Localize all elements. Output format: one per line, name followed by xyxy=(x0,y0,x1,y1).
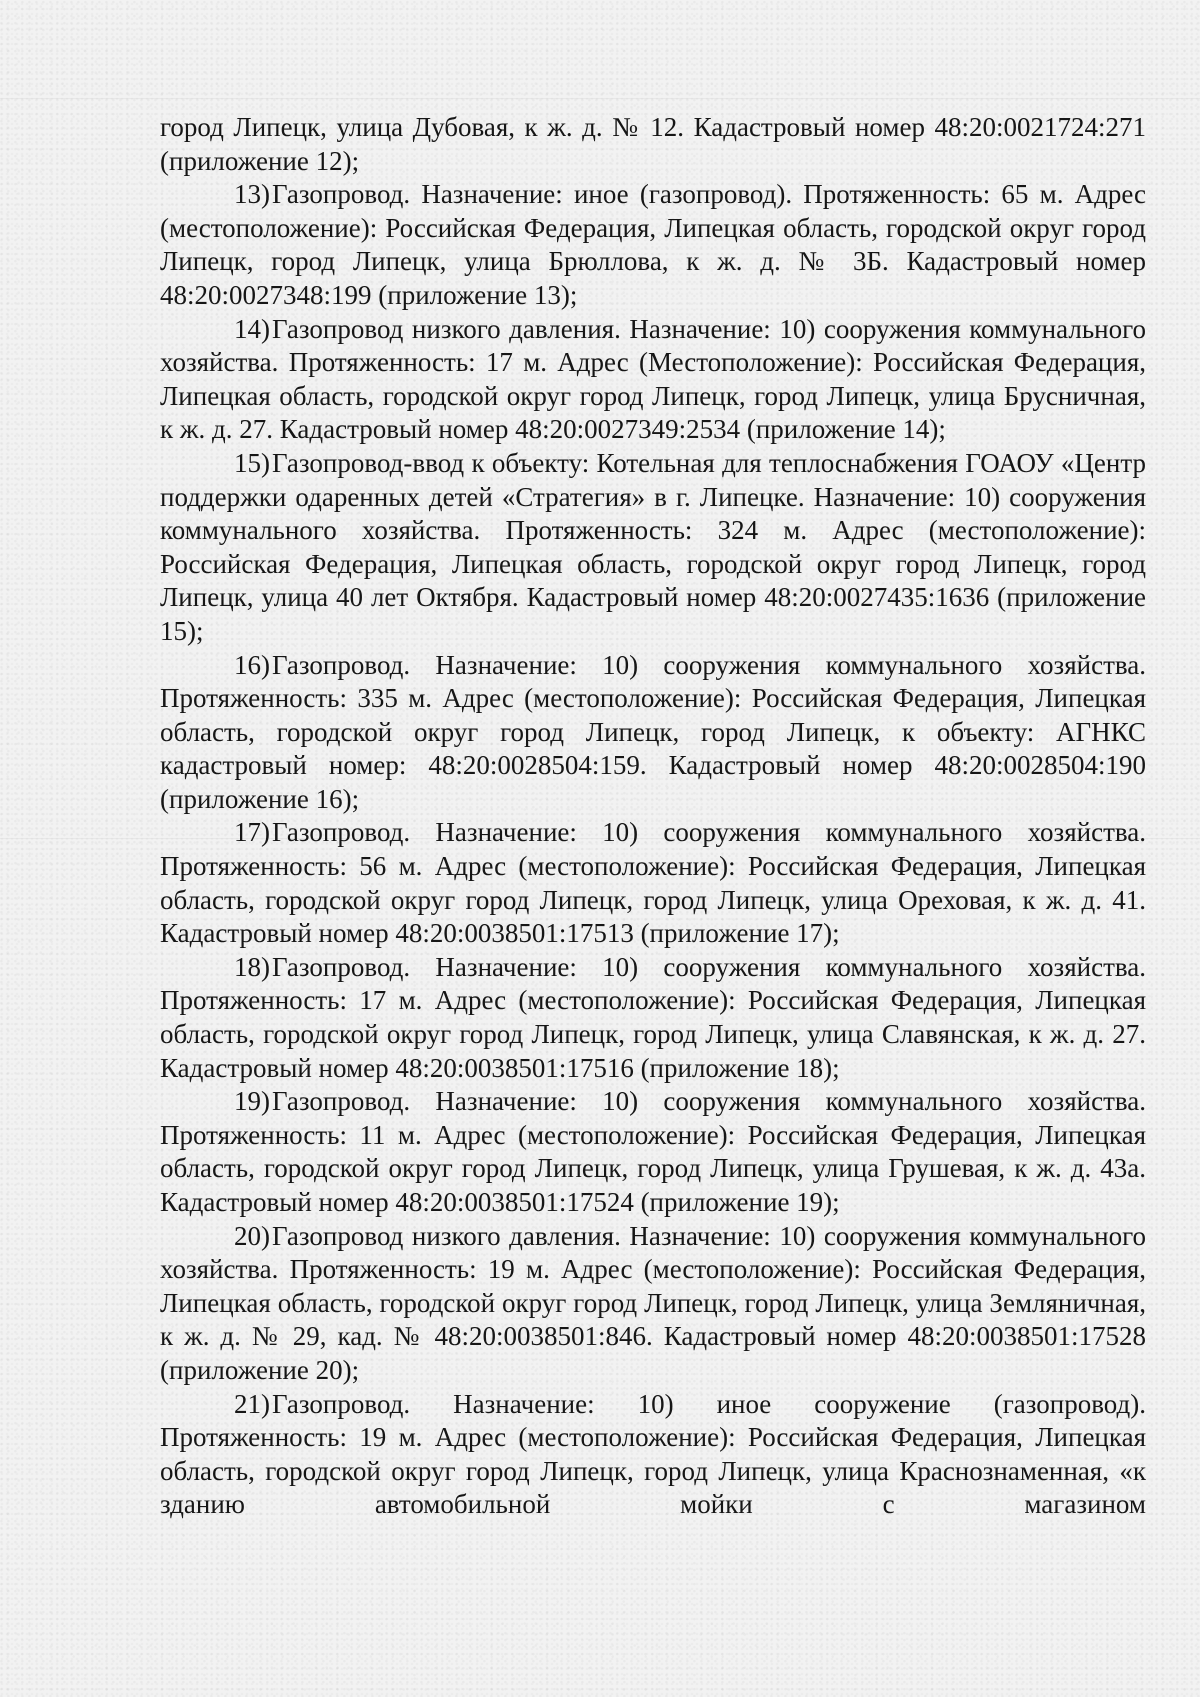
paragraph-continuation xyxy=(160,111,1146,178)
list-item-13 xyxy=(160,178,1146,312)
document-body xyxy=(160,111,1146,1522)
list-item-21 xyxy=(160,1388,1146,1522)
list-item-number: 19) xyxy=(234,1086,270,1117)
list-item-number: 21) xyxy=(234,1388,270,1419)
list-item-number: 17) xyxy=(234,817,270,848)
list-item-20 xyxy=(160,1220,1146,1388)
paragraph-text: Газопровод. Назначение: 10) сооружения коммунального хозяйства. Протяженность: 335 м. Адрес (местоположение): Российская Федерация, Липецкая область, городской округ город Липецк, город Липецк, к объекту: АГНКС кадастровый номер: 48:20:0028504:159. Кадастровый номер 48:20:0028504:190 (приложение 16); xyxy=(160,649,1146,814)
list-item-number: 13) xyxy=(234,179,270,210)
paragraph-text: Газопровод. Назначение: 10) иное сооружение (газопровод). Протяженность: 19 м. Адрес (местоположение): Российская Федерация, Липецкая область, городской округ город Липецк, город Липецк, улица Краснознаменная, «к зданию автомобильной мойки с магазином xyxy=(160,1388,1146,1520)
scan-fold-line xyxy=(0,98,1200,99)
list-item-number: 15) xyxy=(234,447,270,478)
paragraph-text: Газопровод низкого давления. Назначение: 10) сооружения коммунального хозяйства. Протяженность: 17 м. Адрес (Местоположение): Российская Федерация, Липецкая область, городской округ город Липецк, город Липецк, улица Брусничная, к ж. д. 27. Кадастровый номер 48:20:0027349:2534 (приложение 14); xyxy=(160,313,1146,445)
paragraph-text: город Липецк, улица Дубовая, к ж. д. № 12. Кадастровый номер 48:20:0021724:271 (приложение 12); xyxy=(160,112,1146,176)
list-item-16 xyxy=(160,649,1146,817)
paragraph-text: Газопровод. Назначение: 10) сооружения коммунального хозяйства. Протяженность: 17 м. Адрес (местоположение): Российская Федерация, Липецкая область, городской округ город Липецк, город Липецк, улица Славянская, к ж. д. 27. Кадастровый номер 48:20:0038501:17516 (приложение 18); xyxy=(160,951,1146,1083)
paragraph-text: Газопровод-ввод к объекту: Котельная для теплоснабжения ГОАОУ «Центр поддержки одаренных детей «Стратегия» в г. Липецке. Назначение: 10) сооружения коммунального хозяйства. Протяженность: 324 м. Адрес (местоположение): Российская Федерация, Липецкая область, городской округ город Липецк, город Липецк, улица 40 лет Октября. Кадастровый номер 48:20:0027435:1636 (приложение 15); xyxy=(160,447,1146,646)
list-item-14 xyxy=(160,313,1146,447)
list-item-15 xyxy=(160,447,1146,649)
list-item-number: 18) xyxy=(234,951,270,982)
list-item-number: 20) xyxy=(234,1220,270,1251)
paragraph-text: Газопровод. Назначение: иное (газопровод). Протяженность: 65 м. Адрес (местоположение): Российская Федерация, Липецкая область, городской округ город Липецк, город Липецк, улица Брюллова, к ж. д. № 3Б. Кадастровый номер 48:20:0027348:199 (приложение 13); xyxy=(160,179,1146,310)
list-item-17 xyxy=(160,816,1146,950)
list-item-19 xyxy=(160,1085,1146,1219)
list-item-18 xyxy=(160,951,1146,1085)
paragraph-text: Газопровод низкого давления. Назначение: 10) сооружения коммунального хозяйства. Протяженность: 19 м. Адрес (местоположение): Российская Федерация, Липецкая область, городской округ город Липецк, город Липецк, улица Земляничная, к ж. д. № 29, кад. № 48:20:0038501:846. Кадастровый номер 48:20:0038501:17528 (приложение 20); xyxy=(160,1220,1146,1385)
paragraph-text: Газопровод. Назначение: 10) сооружения коммунального хозяйства. Протяженность: 56 м. Адрес (местоположение): Российская Федерация, Липецкая область, городской округ город Липецк, город Липецк, улица Ореховая, к ж. д. 41. Кадастровый номер 48:20:0038501:17513 (приложение 17); xyxy=(160,817,1146,949)
list-item-number: 16) xyxy=(234,649,270,680)
list-item-number: 14) xyxy=(234,313,270,344)
paragraph-text: Газопровод. Назначение: 10) сооружения коммунального хозяйства. Протяженность: 11 м. Адрес (местоположение): Российская Федерация, Липецкая область, городской округ город Липецк, город Липецк, улица Грушевая, к ж. д. 43а. Кадастровый номер 48:20:0038501:17524 (приложение 19); xyxy=(160,1086,1146,1217)
